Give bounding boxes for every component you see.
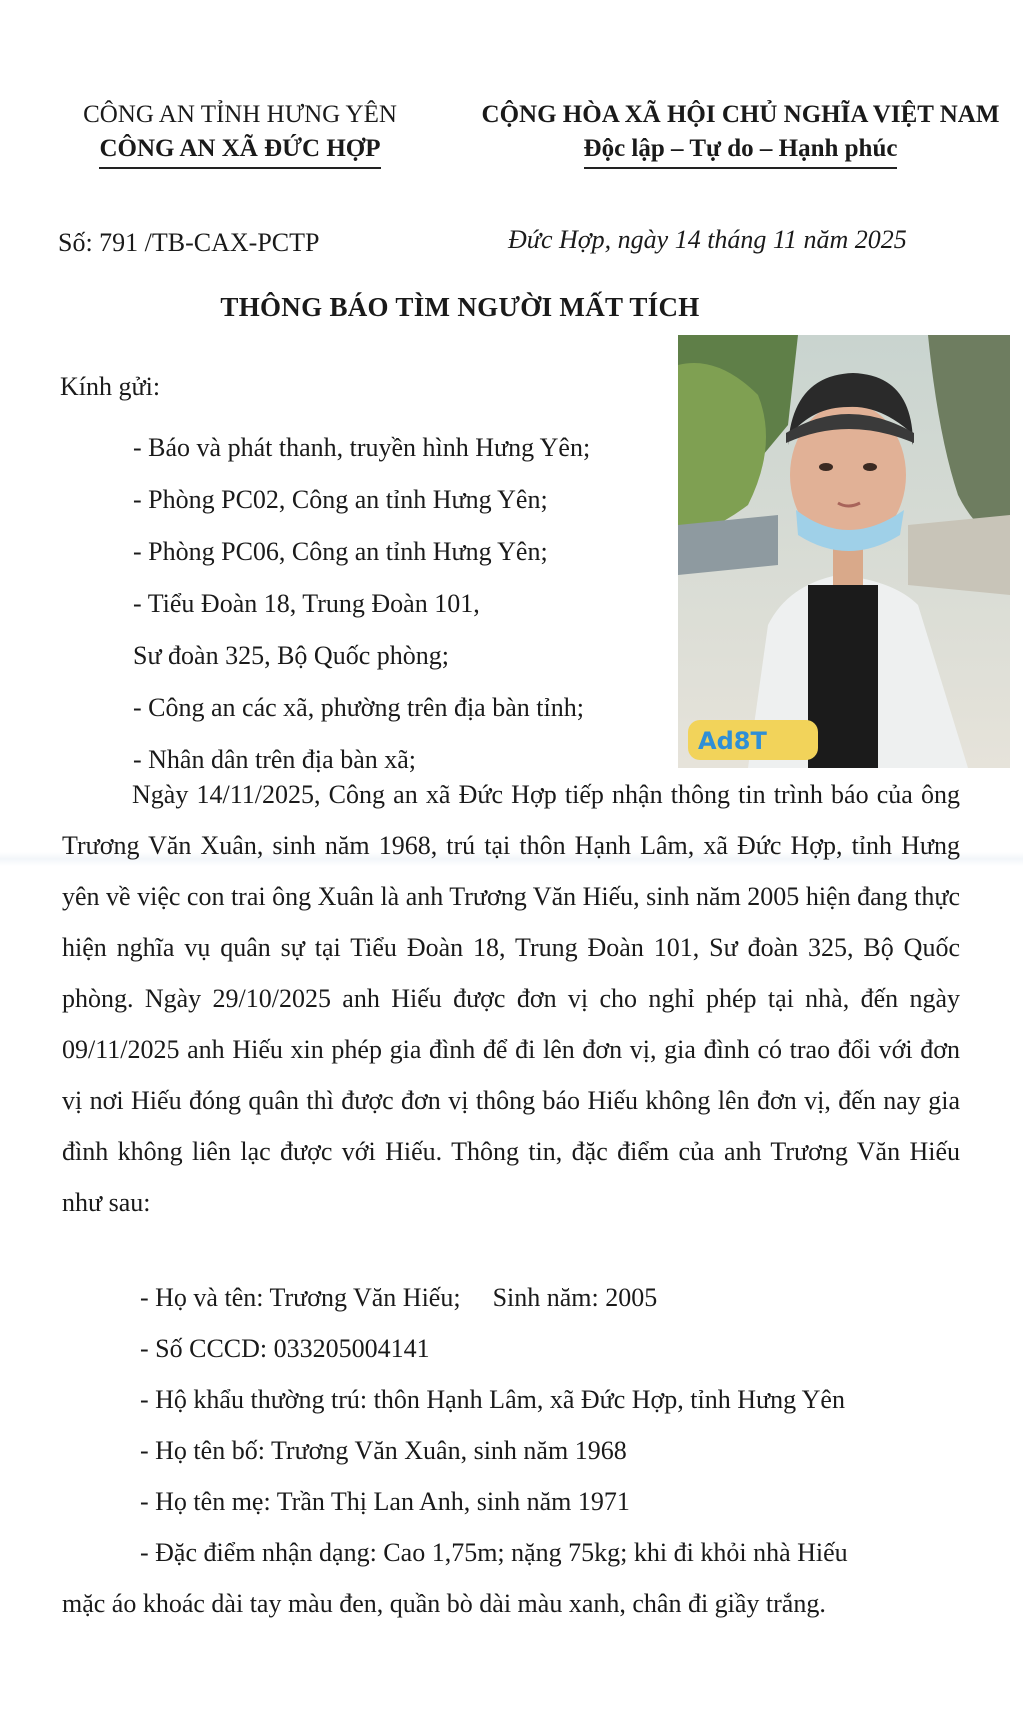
document-title: THÔNG BÁO TÌM NGƯỜI MẤT TÍCH: [220, 292, 700, 322]
detail-father: - Họ tên bố: Trương Văn Xuân, sinh năm 1968: [140, 1436, 627, 1465]
agency-line-2-text: CÔNG AN XÃ ĐỨC HỢP: [99, 132, 380, 169]
detail-name: - Họ và tên: Trương Văn Hiếu;: [140, 1283, 461, 1312]
document-number: Số: 791 /TB-CAX-PCTP: [58, 228, 320, 257]
missing-person-photo: [678, 335, 1010, 768]
recipient-item: Sư đoàn 325, Bộ Quốc phòng;: [133, 641, 449, 670]
body-paragraph: Ngày 14/11/2025, Công an xã Đức Hợp tiếp nhận thông tin trình báo của ông Trương Văn Xuân, sinh năm 1968, trú tại thôn Hạnh Lâm, xã Đức Hợp, tỉnh Hưng yên về việc con trai ông Xuân là anh Trương Văn Hiếu, sinh năm 2005 hiện đang thực hiện nghĩa vụ quân sự tại Tiểu Đoàn 18, Trung Đoàn 101, Sư đoàn 325, Bộ Quốc phòng. Ngày 29/10/2025 anh Hiếu được đơn vị cho nghỉ phép tại nhà, đến ngày 09/11/2025 anh Hiếu xin phép gia đình để đi lên đơn vị, gia đình có trao đổi với đơn vị nơi Hiếu đóng quân thì được đơn vị thông báo Hiếu không lên đơn vị, đến nay gia đình không liên lạc được với Hiếu. Thông tin, đặc điểm của anh Trương Văn Hiếu như sau:: [62, 780, 960, 1217]
nation-motto: [458, 132, 1023, 169]
recipient-item: - Báo và phát thanh, truyền hình Hưng Yên;: [133, 433, 591, 462]
detail-features: - Đặc điểm nhận dạng: Cao 1,75m; nặng 75kg; khi đi khỏi nhà Hiếu: [140, 1538, 848, 1567]
detail-name-row: [140, 1272, 970, 1323]
detail-mother: - Họ tên mẹ: Trần Thị Lan Anh, sinh năm 1971: [140, 1487, 630, 1516]
recipient-item: - Tiểu Đoàn 18, Trung Đoàn 101,: [133, 589, 480, 618]
recipient-item: - Nhân dân trên địa bàn xã;: [133, 745, 417, 774]
person-photo-icon: [678, 335, 1010, 768]
nation-header: [458, 98, 1023, 169]
recipient-item: - Phòng PC02, Công an tỉnh Hưng Yên;: [133, 485, 548, 514]
recipients-list: [133, 422, 590, 786]
detail-features-continued: mặc áo khoác dài tay màu đen, quần bò dài màu xanh, chân đi giầy trắng.: [62, 1589, 826, 1618]
nation-motto-text: Độc lập – Tự do – Hạnh phúc: [584, 132, 898, 169]
detail-id-number: - Số CCCD: 033205004141: [140, 1334, 430, 1363]
recipient-item: - Công an các xã, phường trên địa bàn tỉnh;: [133, 693, 584, 722]
agency-line-1: CÔNG AN TỈNH HƯNG YÊN: [83, 101, 397, 128]
nation-line-1: CỘNG HÒA XÃ HỘI CHỦ NGHĨA VIỆT NAM: [481, 101, 1000, 128]
agency-header: [40, 98, 440, 169]
detail-residence: - Hộ khẩu thường trú: thôn Hạnh Lâm, xã Đức Hợp, tỉnh Hưng Yên: [140, 1385, 845, 1414]
recipient-item: - Phòng PC06, Công an tỉnh Hưng Yên;: [133, 537, 548, 566]
place-date: Đức Hợp, ngày 14 tháng 11 năm 2025: [508, 225, 907, 254]
detail-birth-year: Sinh năm: 2005: [492, 1283, 658, 1312]
person-details: [140, 1272, 970, 1578]
recipients-label: Kính gửi:: [60, 372, 161, 401]
svg-text:Ad8T: Ad8T: [698, 727, 767, 755]
agency-line-2: [40, 132, 440, 169]
watermark-logo: [688, 720, 818, 760]
